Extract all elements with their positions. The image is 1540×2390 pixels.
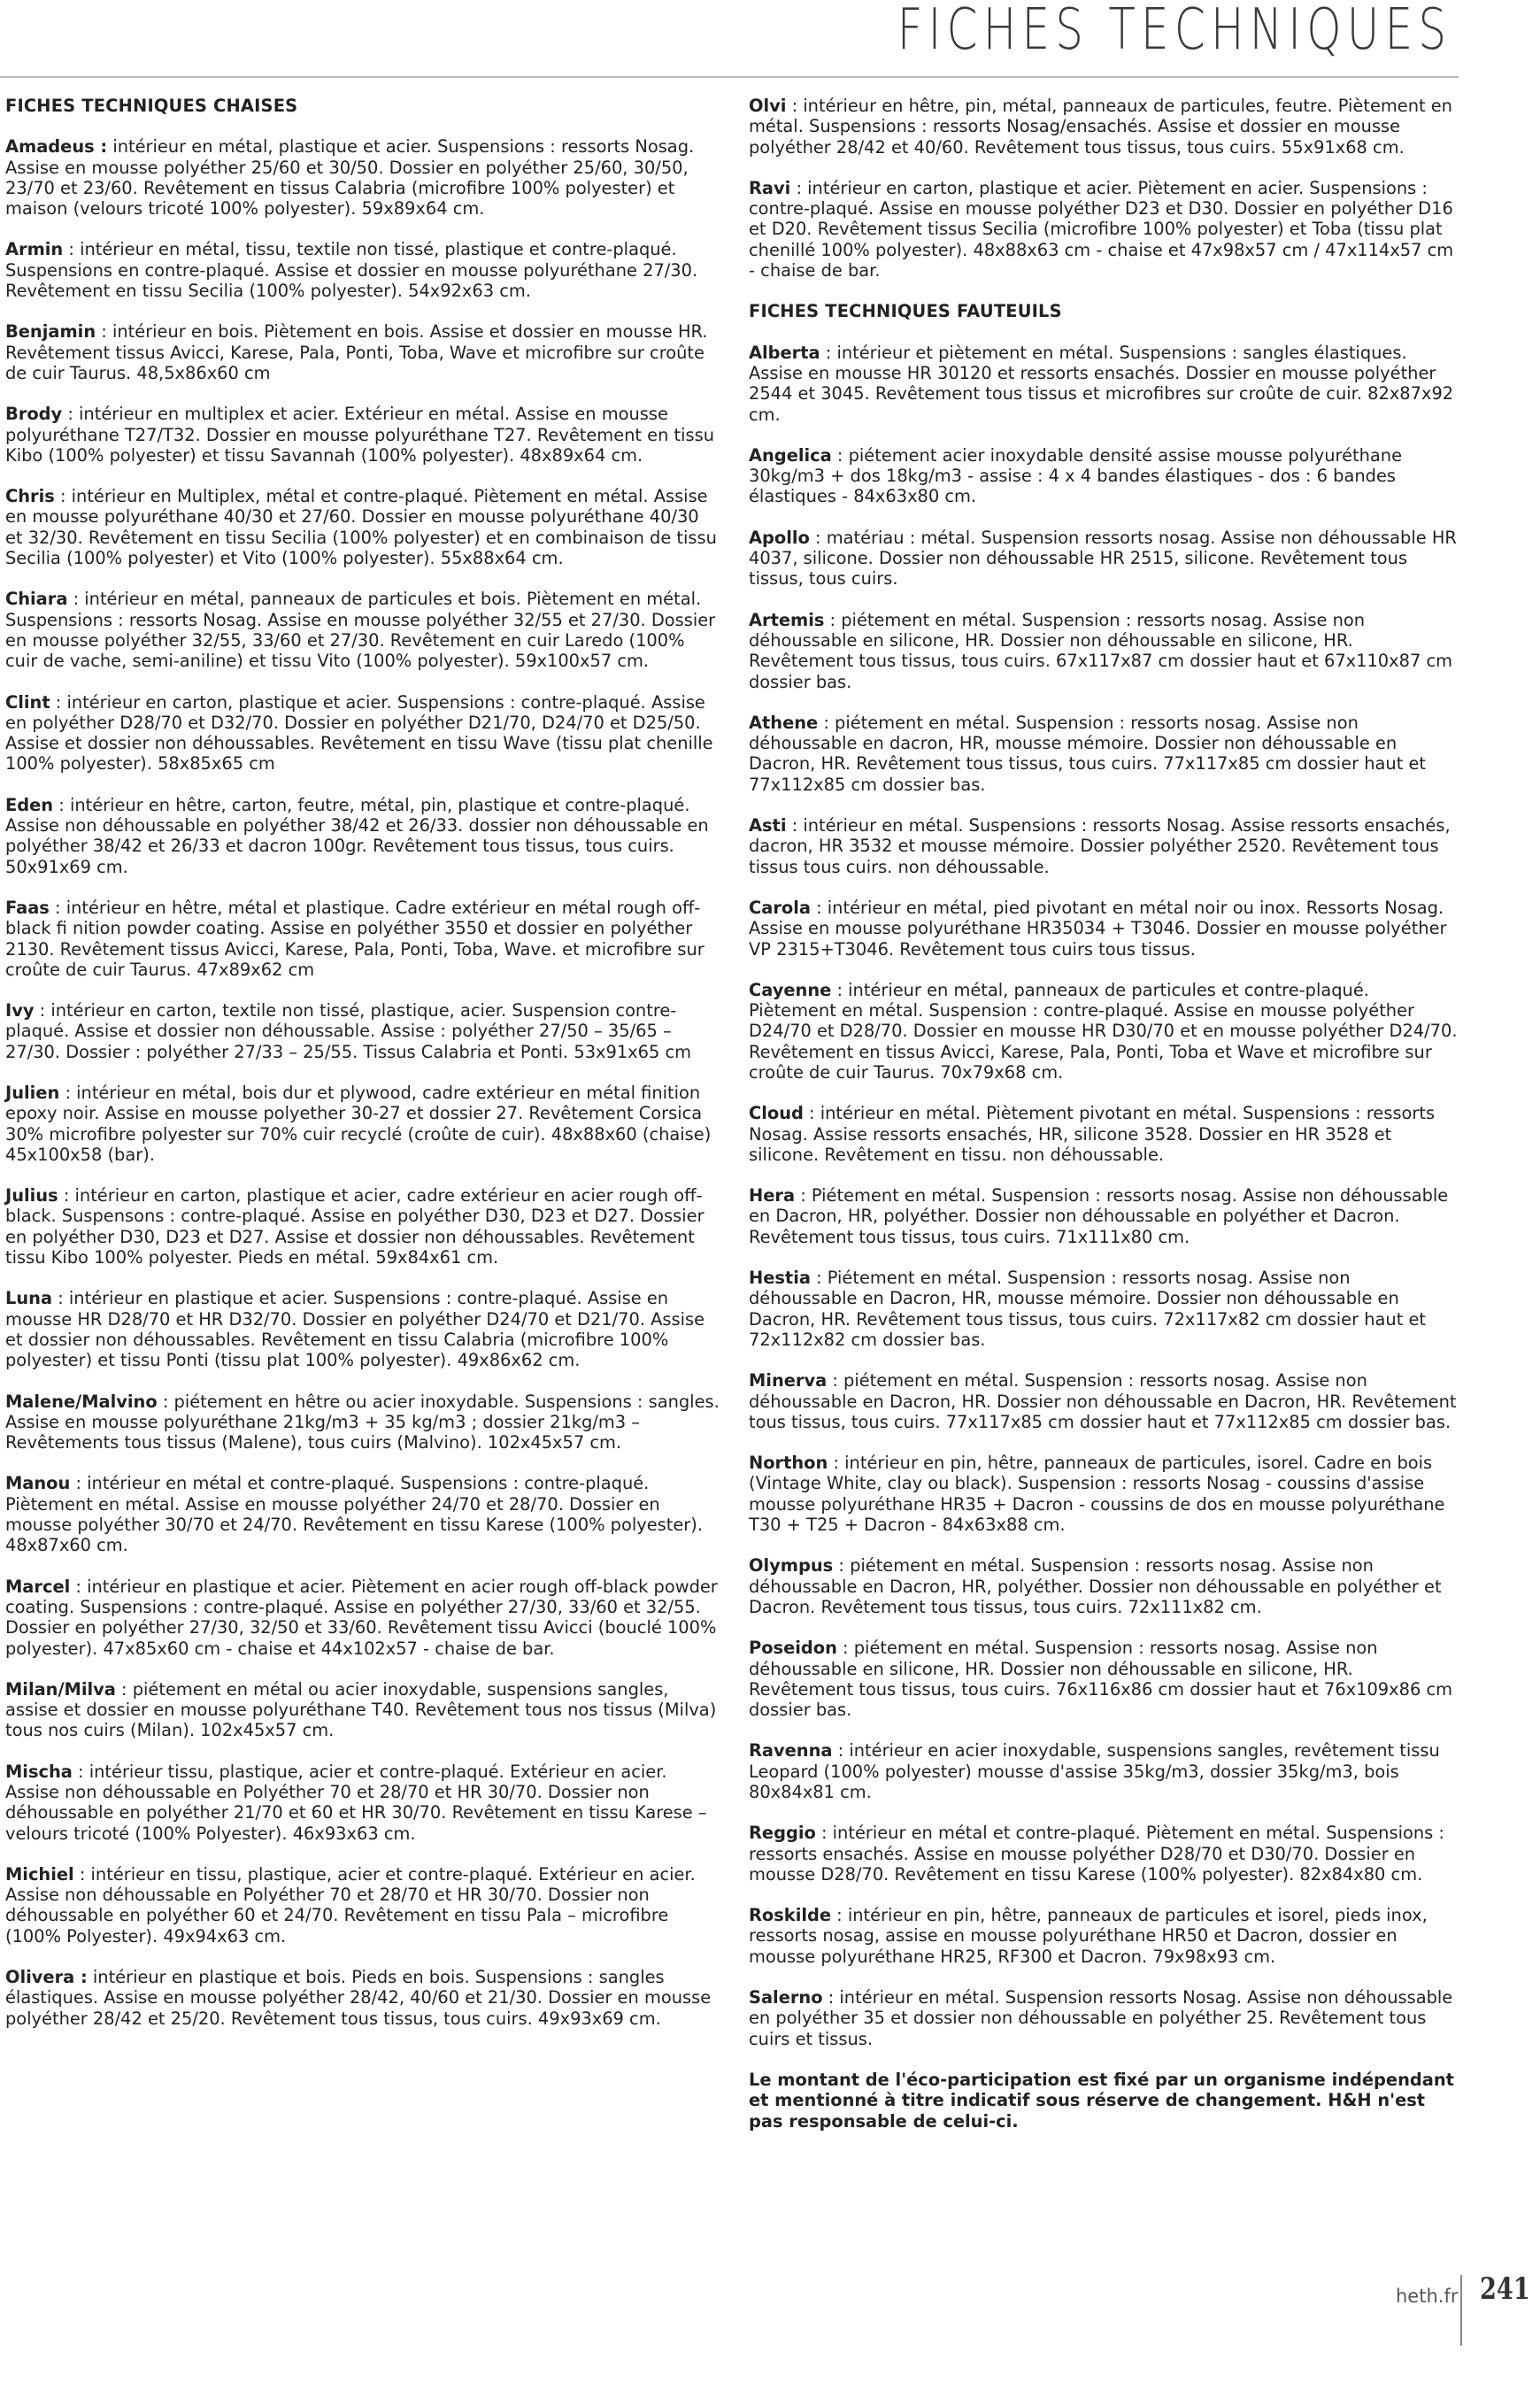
product-name: Cayenne — [749, 979, 832, 1000]
product-spec-text: : intérieur en hêtre, carton, feutre, métal, pin, plastique et contre-plaqué. Assise non déhoussable en polyéther 38/42 et 26/33. dossier non déhoussable en polyéther 38/42 et 26/33 et dacron 100gr. Revêtement tous tissus, tous cuirs. 50x91x69 cm. — [5, 794, 709, 877]
spec-entry — [5, 1762, 720, 1844]
spec-entry — [5, 136, 720, 219]
spec-entry — [749, 1268, 1460, 1350]
title-divider — [0, 76, 1459, 78]
spec-entry — [5, 1000, 720, 1062]
product-name: Angelica — [749, 444, 832, 466]
right-column — [749, 96, 1460, 2132]
spec-entry — [749, 1740, 1460, 1802]
product-name: Julius — [5, 1185, 58, 1207]
product-name: Ivy — [5, 1000, 35, 1022]
product-spec-text: : intérieur en carton, plastique et acier. Piètement en acier. Suspensions : contre-plaqué. Assise en mousse polyéther D23 et D30. Dossier en polyéther D16 et D20. Revêtement tissus Secilia (microfibre 100% polyester) et Toba (tissu plat chenillé 100% polyester). 48x88x63 cm - chaise et 47x98x57 cm / 47x114x57 cm - chaise de bar. — [749, 177, 1454, 281]
product-spec-text: : piétement en métal. Suspension : ressorts nosag. Assise non déhoussable en Dacron, HR. Dossier non déhoussable en Dacron, HR. Revêtement tous tissus, tous cuirs. 77x117x85 cm dossier haut et 77x112x85 cm dossier bas. — [749, 1370, 1457, 1432]
product-name: Poseidon — [749, 1638, 837, 1659]
product-spec-text: : intérieur en carton, plastique et acier. Suspensions : contre-plaqué. Assise en polyéther D28/70 et D32/70. Dossier en polyéther D21/70, D24/70 et D25/50. Assise et dossier non déhoussables. Revêtement en tissu Wave (tissu plat chenille 100% polyester). 58x85x65 cm — [5, 691, 713, 775]
product-spec-text: : intérieur en plastique et acier. Suspensions : contre-plaqué. Assise en mousse HR D28/70 et HR D32/70. Dossier en polyéther D24/70 et D21/70. Assise et dossier non déhoussables. Revêtement en tissu Calabria (microfibre 100% polyester) et tissu Ponti (tissu plat 100% polyester). 49x86x62 cm. — [5, 1288, 705, 1371]
product-name: Manou — [5, 1473, 71, 1494]
spec-entry — [749, 1370, 1460, 1432]
spec-entry — [5, 1473, 720, 1555]
product-spec-text: : intérieur en Multiplex, métal et contre-plaqué. Piètement en métal. Assise en mousse polyuréthane 40/30 et 27/60. Dossier en mousse polyuréthane 40/30 et 32/30. Revêtement en tissu Secilia (100% polyester) et en combinaison de tissu Secilia (100% polyester) et Vito (100% polyester). 55x88x64 cm. — [5, 486, 717, 569]
spec-entry — [749, 1987, 1460, 2049]
product-spec-text: : piétement en métal ou acier inoxydable, suspensions sangles, assise et dossier en mousse polyuréthane T40. Revêtement tous nos tissus (Milva) tous nos cuirs (Milan). 102x45x57 cm. — [5, 1678, 717, 1741]
product-spec-text: : intérieur en hêtre, pin, métal, panneaux de particules, feutre. Piètement en métal. Suspensions : ressorts Nosag/ensachés. Assise et dossier en mousse polyéther 28/42 et 40/60. Revêtement tous tissus, tous cuirs. 55x91x68 cm. — [749, 96, 1452, 158]
product-spec-text: : intérieur en pin, hêtre, panneaux de particules, isorel. Cadre en bois (Vintage White, clay ou black). Suspension : ressorts Nosag - coussins d'assise mousse polyuréthane HR35 + Dacron - coussins de dos en mousse polyuréthane T30 + T25 + Dacron - 84x63x88 cm. — [749, 1453, 1445, 1536]
spec-entry — [749, 1185, 1460, 1247]
spec-entry — [5, 1864, 720, 1947]
spec-entry — [749, 528, 1460, 590]
product-name: Mischa — [5, 1761, 73, 1782]
left-column — [5, 96, 720, 2049]
page-title: FICHES TECHNIQUES — [897, 0, 1451, 63]
spec-entry — [5, 1577, 720, 1659]
product-spec-text: : piétement acier inoxydable densité assise mousse polyuréthane 30kg/m3 + dos 18kg/m3 - assise : 4 x 4 bandes élastiques - dos : 6 bandes élastiques - 84x63x80 cm. — [749, 444, 1403, 507]
product-spec-text: intérieur en métal, plastique et acier. Suspensions : ressorts Nosag. Assise en mousse polyéther 25/60 et 30/50. Dossier en polyéther 25/60, 30/50, 23/70 et 23/60. Revêtement en tissus Calabria (microfibre 100% polyester) et maison (velours tricoté 100% polyester). 59x89x64 cm. — [5, 136, 695, 220]
spec-entry — [749, 1555, 1460, 1617]
product-name: Julien — [5, 1082, 60, 1103]
spec-entry — [749, 898, 1460, 960]
product-spec-text: : matériau : métal. Suspension ressorts nosag. Assise non déhoussable HR 4037, silicone. Dossier non déhoussable HR 2515, silicone. Revêtement tous tissus, tous cuirs. — [749, 527, 1457, 590]
product-name: Olivera : — [5, 1967, 88, 1988]
product-spec-text: : piétement en métal. Suspension : ressorts nosag. Assise non déhoussable en dacron, HR, mousse mémoire. Dossier non déhoussable en Dacron, HR. Revêtement tous tissus, tous cuirs. 77x117x85 cm dossier haut et 77x112x85 cm dossier bas. — [749, 712, 1427, 795]
product-spec-text: : intérieur en acier inoxydable, suspensions sangles, revêtement tissu Leopard (100% polyester) mousse d'assise 35kg/m3, dossier 35kg/m3, bois 80x84x81 cm. — [749, 1740, 1440, 1802]
spec-entry — [5, 1679, 720, 1741]
spec-entry — [5, 1083, 720, 1165]
product-name: Cloud — [749, 1103, 804, 1124]
product-name: Faas — [5, 897, 50, 918]
spec-entry — [5, 486, 720, 568]
product-spec-text: : intérieur en métal. Piètement pivotant en métal. Suspensions : ressorts Nosag. Assise ressorts ensachés, HR, silicone 3528. Dossier en HR 3528 et silicone. Revêtement en tissu. non déhoussable. — [749, 1103, 1436, 1165]
product-spec-text: : intérieur en métal, tissu, textile non tissé, plastique et contre-plaqué. Suspensions en contre-plaqué. Assise et dossier en mousse polyuréthane 27/30. Revêtement en tissu Secilia (100% polyester). 54x92x63 cm. — [5, 239, 698, 302]
product-name: Armin — [5, 239, 64, 260]
product-spec-text: : intérieur et piètement en métal. Suspensions : sangles élastiques. Assise en mousse HR 30120 et ressorts ensachés. Dossier en mousse polyéther 2544 et 3045. Revêtement tous tissus et microfibres sur croûte de cuir. 82x87x92 cm. — [749, 342, 1454, 425]
spec-entry — [5, 1967, 720, 2029]
product-name: Chiara — [5, 589, 68, 610]
product-name: Olvi — [749, 96, 787, 116]
product-name: Northon — [749, 1453, 828, 1474]
page-number: 241 — [1480, 2271, 1530, 2307]
product-name: Michiel — [5, 1863, 74, 1885]
product-spec-text: : piétement en métal. Suspension : ressorts nosag. Assise non déhoussable en silicone, HR. Dossier non déhoussable en silicone, HR. Revêtement tous tissus, tous cuirs. 76x116x86 cm dossier haut et 76x109x86 cm dossier bas. — [749, 1638, 1453, 1721]
section-title-fauteuils: FICHES TECHNIQUES FAUTEUILS — [749, 301, 1062, 322]
product-spec-text: : Piétement en métal. Suspension : ressorts nosag. Assise non déhoussable en Dacron, HR, polyéther. Dossier non déhoussable en polyéther et Dacron. Revêtement tous tissus, tous cuirs. 71x111x80 cm. — [749, 1185, 1449, 1247]
product-spec-text: : intérieur en métal, panneaux de particules et bois. Piètement en métal. Suspensions : ressorts Nosag. Assise en mousse polyéther 32/55 et 27/30. Dossier en mousse polyéther 32/55, 33/60 et 27/30. Revêtement en cuir Laredo (100% cuir de vache, semi-aniline) et tissu Vito (100% polyester). 59x100x57 cm. — [5, 589, 716, 672]
product-spec-text: : intérieur en métal. Suspensions : ressorts Nosag. Assise ressorts ensachés, dacron, HR 3532 et mousse mémoire. Dossier polyéther 2520. Revêtement tous tissus tous cuirs. non déhoussable. — [749, 815, 1451, 877]
product-name: Reggio — [749, 1823, 816, 1844]
product-name: Marcel — [5, 1576, 71, 1597]
product-spec-text: : intérieur en métal, panneaux de particules et contre-plaqué. Piètement en métal. Suspension : contre-plaqué. Assise en mousse polyéther D24/70 et D28/70. Dossier en mousse HR D30/70 et en mousse polyéther D24/70. Revêtement en tissus Avicci, Karese, Pala, Ponti, Toba et Wave et microfibre sur croûte de cuir Taurus. 70x79x68 cm. — [749, 979, 1458, 1083]
section-title-chaises: FICHES TECHNIQUES CHAISES — [5, 96, 298, 116]
product-name: Asti — [749, 815, 787, 836]
product-name: Hestia — [749, 1268, 811, 1289]
product-spec-text: : intérieur en multiplex et acier. Extérieur en métal. Assise en mousse polyuréthane T27/T32. Dossier en mousse polyuréthane T27. Revêtement en tissu Kibo (100% polyester) et tissu Savannah (100% polyester). 48x89x64 cm. — [5, 404, 715, 466]
product-spec-text: : intérieur en métal, pied pivotant en métal noir ou inox. Ressorts Nosag. Assise en mousse polyuréthane HR35034 + T3046. Dossier en mousse polyéther VP 2315+T3046. Revêtement tous cuirs tous tissus. — [749, 897, 1447, 960]
product-spec-text: : intérieur en métal, bois dur et plywood, cadre extérieur en métal finition epoxy noir. Assise en mousse polyether 30-27 et dossier 27. Revêtement Corsica 30% microfibre polyester sur 70% cuir recyclé (croûte de cuir). 48x88x60 (chaise) 45x100x58 (bar). — [5, 1082, 712, 1165]
product-spec-text: : intérieur en carton, plastique et acier, cadre extérieur en acier rough off-black. Suspensons : contre-plaqué. Assise en polyéther D30, D23 et D27. Dossier en polyéther D30, D23 et D27. Assise et dossier non déhoussables. Revêtement tissu Kibo 100% polyester. Pieds en métal. 59x84x61 cm. — [5, 1185, 705, 1268]
spec-entry — [5, 1392, 720, 1453]
spec-entry — [749, 815, 1460, 877]
product-name: Ravi — [749, 177, 791, 198]
spec-entry — [749, 96, 1460, 158]
spec-entry — [749, 343, 1460, 425]
product-name: Artemis — [749, 609, 825, 630]
product-name: Benjamin — [5, 321, 96, 343]
spec-entry — [5, 321, 720, 383]
product-spec-text: : Piétement en métal. Suspension : ressorts nosag. Assise non déhoussable en Dacron, HR, mousse mémoire. Dossier non déhoussable en Dacron, HR. Revêtement tous tissus, tous cuirs. 72x117x82 cm dossier haut et 72x112x82 cm dossier bas. — [749, 1268, 1427, 1350]
product-spec-text: : intérieur en bois. Piètement en bois. Assise et dossier en mousse HR. Revêtement tissus Avicci, Karese, Pala, Ponti, Toba, Wave et microfibre sur croûte de cuir Taurus. 48,5x86x60 cm — [5, 321, 708, 383]
spec-entry — [5, 1185, 720, 1268]
product-name: Milan/Milva — [5, 1678, 116, 1700]
spec-entry — [5, 239, 720, 301]
product-spec-text: : intérieur en pin, hêtre, panneaux de particules et isorel, pieds inox, ressorts nosag, assise en mousse polyuréthane HR50 et Dacron, dossier en mousse polyuréthane HR25, RF300 et Dacron. 79x98x93 cm. — [749, 1905, 1428, 1967]
product-name: Carola — [749, 897, 811, 918]
spec-entry — [749, 1453, 1460, 1535]
product-spec-text: : intérieur en métal. Suspension ressorts Nosag. Assise non déhoussable en polyéther 35 et dossier non déhoussable en polyéther 25. Revêtement tous cuirs et tissus. — [749, 1987, 1453, 2049]
spec-entry — [749, 1823, 1460, 1885]
product-name: Luna — [5, 1288, 53, 1309]
product-spec-text: intérieur en plastique et bois. Pieds en bois. Suspensions : sangles élastiques. Assise en mousse polyéther 28/42, 40/60 et 21/30. Dossier en mousse polyéther 28/42 et 25/20. Revêtement tous tissus, tous cuirs. 49x93x69 cm. — [5, 1967, 712, 2029]
product-name: Hera — [749, 1185, 796, 1207]
product-spec-text: : intérieur en hêtre, métal et plastique. Cadre extérieur en métal rough off-black fi nition powder coating. Assise en polyéther 3550 et dossier en polyéther 2130. Revêtement tissus Avicci, Karese, Pala, Ponti, Toba, Wave. et microfibre sur croûte de cuir Taurus. 47x89x62 cm — [5, 897, 705, 980]
spec-entry — [5, 795, 720, 877]
spec-entry — [5, 692, 720, 775]
product-name: Alberta — [749, 342, 820, 363]
eco-participation-notice: Le montant de l'éco-participation est fixé par un organisme indépendant et mentionné à titre indicatif sous réserve de changement. H&H n'est pas responsable de celui-ci. — [749, 2069, 1454, 2132]
spec-entry — [749, 445, 1460, 507]
spec-entry — [5, 589, 720, 671]
product-spec-text: : intérieur en tissu, plastique, acier et contre-plaqué. Extérieur en acier. Assise non déhoussable en Polyéther 70 et 28/70 et HR 30/70. Dossier non déhoussable en polyéther 60 et 24/70. Revêtement en tissu Pala – microfibre (100% Polyester). 49x94x63 cm. — [5, 1863, 696, 1947]
footer-divider — [1460, 2275, 1462, 2346]
spec-entry — [5, 404, 720, 466]
spec-entry — [749, 178, 1460, 281]
product-name: Apollo — [749, 527, 810, 548]
spec-entry — [5, 898, 720, 980]
spec-entry — [749, 1103, 1460, 1165]
product-spec-text: : piétement en hêtre ou acier inoxydable. Suspensions : sangles. Assise en mousse polyuréthane 21kg/m3 + 35 kg/m3 ; dossier 21kg/m3 –Revêtements tous tissus (Malene), tous cuirs (Malvino). 102x45x57 cm. — [5, 1391, 720, 1453]
spec-entry — [5, 1288, 720, 1370]
product-name: Eden — [5, 794, 54, 815]
spec-entry — [749, 610, 1460, 692]
product-spec-text: : intérieur en plastique et acier. Piètement en acier rough off-black powder coating. Suspensions : contre-plaqué. Assise en polyéther 27/30, 33/60 et 32/55. Dossier en polyéther 27/30, 32/50 et 33/60. Revêtement tissu Avicci (bouclé 100% polyester). 47x85x60 cm - chaise et 44x102x57 - chaise de bar. — [5, 1576, 718, 1659]
product-name: Roskilde — [749, 1905, 832, 1926]
product-name: Olympus — [749, 1555, 834, 1577]
product-name: Salerno — [749, 1987, 823, 2008]
spec-entry — [749, 713, 1460, 795]
spec-entry — [749, 1905, 1460, 1967]
product-spec-text: : intérieur en métal et contre-plaqué. Piètement en métal. Suspensions : ressorts ensachés. Assise en mousse polyéther D28/70 et D30/70. Dossier en mousse D28/70. Revêtement en tissu Karese (100% polyester). 82x84x80 cm. — [749, 1823, 1444, 1885]
spec-entry — [749, 980, 1460, 1083]
product-name: Minerva — [749, 1370, 828, 1392]
product-name: Clint — [5, 691, 50, 713]
footer-website: heth.fr — [1396, 2286, 1459, 2307]
product-name: Chris — [5, 486, 55, 507]
product-spec-text: : intérieur tissu, plastique, acier et contre-plaqué. Extérieur en acier. Assise non déhoussable en Polyéther 70 et 28/70 et HR 30/70. Dossier non déhoussable en polyéther 21/70 et 60 et HR 30/70. Revêtement en tissu Karese – velours tricoté (100% Polyester). 46x93x63 cm. — [5, 1761, 707, 1844]
spec-entry — [749, 1638, 1460, 1720]
product-spec-text: : piétement en métal. Suspension : ressorts nosag. Assise non déhoussable en Dacron, HR, polyéther. Dossier non déhoussable en polyéther et Dacron. Revêtement tous tissus, tous cuirs. 72x111x82 cm. — [749, 1555, 1442, 1617]
product-spec-text: : piétement en métal. Suspension : ressorts nosag. Assise non déhoussable en silicone, HR. Dossier non déhoussable en silicone, HR. Revêtement tous tissus, tous cuirs. 67x117x87 cm dossier haut et 67x110x87 cm dossier bas. — [749, 609, 1453, 692]
product-name: Malene/Malvino — [5, 1391, 158, 1412]
product-spec-text: : intérieur en métal et contre-plaqué. Suspensions : contre-plaqué. Piètement en métal. Assise en mousse polyéther 24/70 et 28/70. Dossier en mousse polyéther 30/70 et 24/70. Revêtement en tissu Karese (100% polyester). 48x87x60 cm. — [5, 1473, 703, 1556]
product-name: Brody — [5, 404, 63, 425]
product-name: Athene — [749, 712, 819, 733]
product-spec-text: : intérieur en carton, textile non tissé, plastique, acier. Suspension contre-plaqué. Assise et dossier non déhoussable. Assise : polyéther 27/50 – 35/65 – 27/30. Dossier : polyéther 27/33 – 25/55. Tissus Calabria et Ponti. 53x91x65 cm — [5, 1000, 692, 1062]
product-name: Ravenna — [749, 1740, 833, 1762]
product-name: Amadeus : — [5, 136, 108, 158]
